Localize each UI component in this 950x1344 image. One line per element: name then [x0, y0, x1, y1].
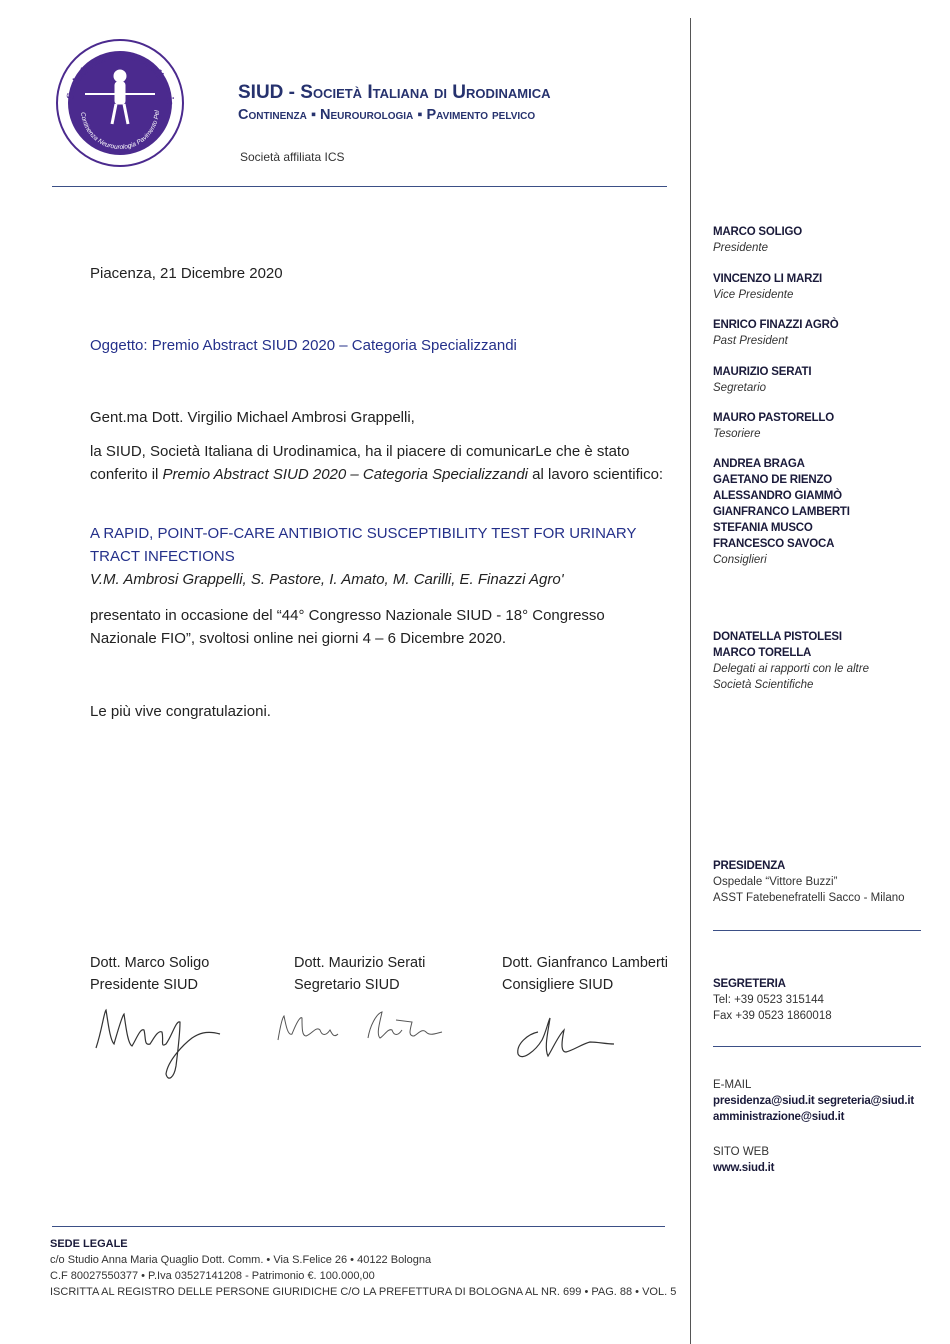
delegates-role: Società Scientifiche — [713, 679, 814, 691]
org-full-name: Società Italiana di Urodinamica — [300, 82, 551, 103]
signature-lamberti-image — [508, 1000, 628, 1070]
letter-date: Piacenza, 21 Dicembre 2020 — [90, 265, 283, 282]
siud-logo — [55, 38, 185, 168]
board-member-name: MAURIZIO SERATI — [713, 366, 812, 378]
board-member-finazzi-agro — [713, 317, 838, 349]
councillors-list — [713, 456, 850, 568]
signature-block-lamberti — [502, 952, 668, 996]
segreteria-tel: Tel: +39 0523 315144 — [713, 994, 824, 1006]
presidenza-block — [713, 858, 905, 906]
presidenza-title: PRESIDENZA — [713, 860, 786, 872]
delegates-role: Delegati ai rapporti con le altre — [713, 663, 869, 675]
letter-greeting: Gent.ma Dott. Virgilio Michael Ambrosi Grappelli, — [90, 409, 415, 426]
councillor-name: GAETANO DE RIENZO — [713, 474, 833, 486]
board-member-serati — [713, 364, 811, 396]
letter-paragraph-1 — [90, 440, 670, 486]
sidebar-divider — [713, 930, 921, 931]
footer-address: c/o Studio Anna Maria Quaglio Dott. Comm. • Via S.Felice 26 • 40122 Bologna — [50, 1254, 432, 1266]
footer-divider — [52, 1226, 665, 1227]
board-member-li-marzi — [713, 271, 822, 303]
letter-subject: Oggetto: Premio Abstract SIUD 2020 – Categoria Specializzandi — [90, 337, 517, 354]
signer-name: Dott. Marco Soligo — [90, 955, 210, 971]
footer-registry: ISCRITTA AL REGISTRO DELLE PERSONE GIURIDICHE C/O LA PREFETTURA DI BOLOGNA AL NR. 699 • PAG. 88 • VOL. 5 — [50, 1286, 677, 1298]
presidenza-line: ASST Fatebenefratelli Sacco - Milano — [713, 892, 905, 904]
award-name: Premio Abstract SIUD 2020 – Categoria Specializzandi — [162, 466, 529, 483]
councillor-name: GIANFRANCO LAMBERTI — [713, 506, 850, 518]
board-member-role: Tesoriere — [713, 428, 761, 440]
email-link[interactable]: presidenza@siud.it segreteria@siud.it — [713, 1095, 914, 1107]
org-acronym: SIUD - — [238, 82, 301, 103]
sidebar-divider — [713, 1046, 921, 1047]
signature-soligo-image — [88, 1000, 228, 1090]
signature-serati-image — [272, 1000, 452, 1060]
org-tagline: Continenza ▪ Neurourologia ▪ Pavimento pelvico — [238, 107, 536, 123]
header-divider — [52, 186, 667, 187]
column-divider — [690, 18, 691, 1344]
delegates-list — [713, 629, 869, 693]
email-label: E-MAIL — [713, 1079, 752, 1091]
website-label: SITO WEB — [713, 1146, 770, 1158]
footer-tax-info: C.F 80027550377 • P.Iva 03527141208 - Patrimonio €. 100.000,00 — [50, 1270, 375, 1282]
segreteria-title: SEGRETERIA — [713, 978, 786, 990]
signer-role: Segretario SIUD — [294, 977, 400, 993]
para1-text-a: la SIUD, Società Italiana di Urodinamica, ha il piacere di comunicarLe che è stato conferito il — [90, 443, 630, 483]
footer-legal-seat — [50, 1236, 676, 1300]
signer-role: Presidente SIUD — [90, 977, 198, 993]
org-affiliation: Società affiliata ICS — [240, 150, 345, 164]
signer-name: Dott. Gianfranco Lamberti — [502, 955, 669, 971]
svg-text:Continenza Neurourologia Pavim: Continenza Neurourologia Pavimento Pel — [79, 110, 162, 152]
board-member-soligo — [713, 224, 802, 256]
delegate-name: MARCO TORELLA — [713, 647, 812, 659]
board-member-role: Past President — [713, 335, 788, 347]
email-link[interactable]: amministrazione@siud.it — [713, 1111, 845, 1123]
letter-paragraph-2: presentato in occasione del “44° Congresso Nazionale SIUD - 18° Congresso Nazionale FIO”, svoltosi online nei giorni 4 – 6 Dicembre 2020. — [90, 607, 605, 647]
councillor-name: ALESSANDRO GIAMMÒ — [713, 490, 842, 502]
councillor-name: STEFANIA MUSCO — [713, 522, 813, 534]
councillors-role: Consiglieri — [713, 554, 767, 566]
segreteria-block — [713, 976, 832, 1024]
board-member-pastorello — [713, 410, 834, 442]
councillor-name: FRANCESCO SAVOCA — [713, 538, 835, 550]
letter-closing: Le più vive congratulazioni. — [90, 703, 271, 720]
signer-role: Consigliere SIUD — [502, 977, 614, 993]
work-title: A RAPID, POINT-OF-CARE ANTIBIOTIC SUSCEPTIBILITY TEST FOR URINARY TRACT INFECTIONS — [90, 525, 637, 565]
board-member-role: Presidente — [713, 242, 768, 254]
work-authors: V.M. Ambrosi Grappelli, S. Pastore, I. Amato, M. Carilli, E. Finazzi Agro' — [90, 571, 564, 588]
board-member-name: MARCO SOLIGO — [713, 226, 802, 238]
svg-text:Società Italiana di Urodinamic: Società Italiana di Urodinamic — [64, 49, 177, 106]
signer-name: Dott. Maurizio Serati — [294, 955, 426, 971]
board-member-role: Segretario — [713, 382, 767, 394]
signature-block-soligo — [90, 952, 209, 996]
delegate-name: DONATELLA PISTOLESI — [713, 631, 842, 643]
footer-title: SEDE LEGALE — [50, 1238, 128, 1250]
board-member-name: MAURO PASTORELLO — [713, 412, 834, 424]
board-member-name: ENRICO FINAZZI AGRÒ — [713, 319, 839, 331]
councillor-name: ANDREA BRAGA — [713, 458, 805, 470]
board-member-role: Vice Presidente — [713, 289, 794, 301]
board-member-name: VINCENZO LI MARZI — [713, 273, 823, 285]
para1-text-b: al lavoro scientifico: — [528, 466, 664, 483]
siud-logo-seal — [55, 38, 185, 168]
website-link[interactable]: www.siud.it — [713, 1162, 775, 1174]
segreteria-fax: Fax +39 0523 1860018 — [713, 1010, 832, 1022]
email-block — [713, 1077, 914, 1125]
presidenza-line: Ospedale “Vittore Buzzi” — [713, 876, 838, 888]
signature-block-serati — [294, 952, 425, 996]
org-name — [238, 82, 550, 104]
website-block — [713, 1144, 774, 1176]
